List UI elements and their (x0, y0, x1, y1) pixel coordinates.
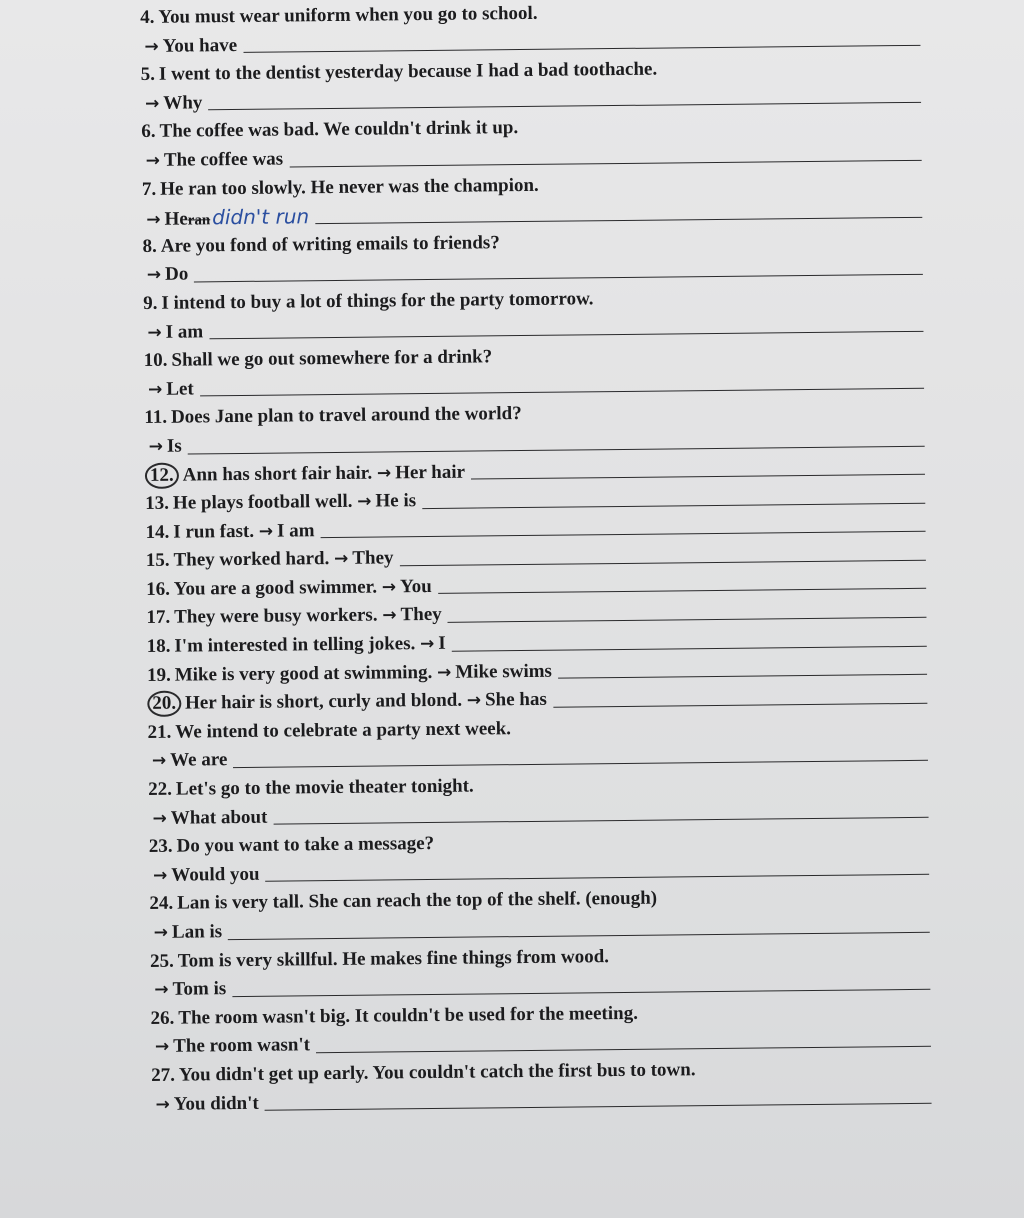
item-question: You must wear uniform when you go to school. (158, 2, 538, 28)
arrow-icon: → (333, 549, 349, 570)
answer-prompt: Her hair (395, 461, 466, 483)
exercise-sheet (140, 0, 932, 1119)
arrow-icon: → (258, 521, 274, 542)
item-number-circled: 12. (145, 462, 179, 488)
item-question: You are a good swimmer. (173, 576, 378, 600)
arrow-icon: → (144, 93, 160, 114)
answer-prompt: He is (375, 490, 417, 512)
item-number: 23. (148, 835, 173, 858)
answer-prompt: I am (165, 320, 204, 343)
arrow-icon: → (153, 922, 169, 943)
item-question: Do you want to take a message? (176, 833, 435, 857)
item-number: 6. (141, 121, 156, 143)
item-question: I intend to buy a lot of things for the party tomorrow. (161, 288, 594, 314)
item-number: 10. (143, 349, 168, 372)
item-question: Ann has short fair hair. (182, 462, 373, 486)
item-number: 14. (145, 521, 170, 543)
answer-prompt: Would you (171, 863, 260, 886)
answer-prompt: Let (166, 378, 194, 400)
answer-prompt: She has (484, 689, 547, 711)
answer-prompt: The coffee was (163, 148, 284, 171)
item-question: He ran too slowly. He never was the champion. (160, 174, 539, 200)
item-number: 15. (145, 550, 170, 572)
arrow-icon: → (154, 979, 169, 1001)
item-question: Are you fond of writing emails to friends? (160, 231, 500, 257)
item-question: They were busy workers. (174, 605, 378, 629)
answer-blank[interactable] (289, 145, 922, 167)
item-question: We intend to celebrate a party next week. (175, 717, 512, 743)
item-number: 7. (141, 178, 157, 200)
answer-blank[interactable] (243, 31, 920, 53)
answer-blank[interactable] (448, 603, 927, 623)
answer-blank[interactable] (273, 803, 928, 825)
arrow-icon: → (147, 322, 162, 343)
answer-prompt: You didn't (173, 1092, 259, 1115)
item-question: You didn't get up early. You couldn't catch the first bus to town. (178, 1059, 696, 1086)
answer-prompt: The room wasn't (173, 1034, 311, 1058)
answer-blank[interactable] (320, 517, 925, 538)
answer-prompt: We are (170, 749, 228, 772)
answer-blank[interactable] (208, 88, 921, 110)
item-question: He plays football well. (172, 490, 353, 514)
arrow-icon: → (419, 634, 435, 655)
answer-blank[interactable] (438, 574, 926, 594)
answer-blank[interactable] (399, 546, 925, 567)
answer-blank[interactable] (228, 917, 930, 939)
item-number: 22. (148, 778, 173, 800)
arrow-icon: → (144, 36, 159, 57)
arrow-icon: → (146, 265, 162, 286)
item-number: 11. (144, 407, 168, 429)
item-question: Let's go to the movie theater tonight. (175, 775, 474, 800)
item-number: 5. (140, 64, 156, 86)
answer-prompt: Lan is (171, 921, 223, 943)
arrow-icon: → (145, 150, 160, 171)
answer-blank[interactable] (209, 317, 923, 339)
arrow-icon: → (147, 379, 163, 400)
item-number: 19. (146, 664, 171, 686)
answer-prompt: Tom is (172, 978, 227, 1000)
answer-prompt: What about (170, 806, 268, 829)
handwritten-answer: didn't run (212, 204, 310, 230)
answer-blank[interactable] (422, 488, 925, 508)
crossed-out-word: ran (187, 212, 211, 229)
item-number: 25. (149, 950, 174, 972)
answer-blank[interactable] (471, 460, 925, 480)
item-question: I run fast. (173, 520, 255, 543)
item-number: 21. (147, 721, 172, 743)
item-number: 9. (143, 292, 158, 314)
item-number-circled: 20. (147, 691, 181, 717)
item-number: 24. (149, 893, 174, 915)
answer-blank[interactable] (265, 1089, 932, 1111)
answer-prompt: He (164, 208, 188, 230)
answer-prompt: Is (166, 435, 182, 457)
answer-blank[interactable] (194, 260, 923, 283)
answer-prompt: They (400, 604, 442, 626)
answer-prompt: Do (164, 263, 189, 286)
item-number: 4. (140, 6, 155, 28)
item-question: Lan is very tall. She can reach the top of the shelf. (enough) (177, 888, 658, 915)
arrow-icon: → (382, 605, 397, 626)
answer-blank[interactable] (188, 431, 925, 454)
item-question: The coffee was bad. We couldn't drink it up. (159, 117, 519, 143)
answer-prompt: I (438, 632, 446, 654)
item-number: 8. (142, 235, 157, 257)
arrow-icon: → (466, 690, 482, 711)
item-number: 26. (150, 1007, 175, 1029)
item-question: Does Jane plan to travel around the world? (170, 403, 522, 429)
answer-blank[interactable] (265, 860, 929, 882)
answer-prompt: You (399, 575, 432, 598)
answer-prompt: I am (276, 519, 315, 542)
item-number: 27. (151, 1064, 176, 1086)
arrow-icon: → (381, 577, 397, 598)
answer-blank[interactable] (558, 660, 927, 679)
item-question: Mike is very good at swimming. (174, 661, 433, 686)
arrow-icon: → (357, 491, 372, 512)
arrow-icon: → (376, 462, 392, 484)
item-question: They worked hard. (173, 548, 330, 571)
answer-prompt: Why (163, 92, 203, 114)
item-question: I went to the dentist yesterday because I had a bad toothache. (158, 58, 658, 85)
arrow-icon: → (151, 751, 167, 772)
answer-blank[interactable] (232, 975, 930, 997)
answer-blank[interactable] (233, 746, 928, 768)
item-number: 16. (146, 578, 170, 600)
item-number: 17. (146, 607, 171, 629)
answer-prompt: Mike swims (455, 660, 552, 683)
arrow-icon: → (152, 808, 167, 829)
item-question: Her hair is short, curly and blond. (184, 689, 463, 714)
answer-blank[interactable] (452, 631, 927, 651)
answer-blank[interactable] (200, 374, 924, 397)
arrow-icon: → (154, 1037, 170, 1058)
answer-prompt: You have (162, 34, 238, 57)
arrow-icon: → (148, 436, 163, 457)
arrow-icon: → (155, 1094, 170, 1115)
item-question: The room wasn't big. It couldn't be used for the meeting. (178, 1002, 639, 1029)
answer-prompt: They (352, 547, 394, 570)
item-question: Tom is very skillful. He makes fine things from wood. (177, 945, 610, 972)
answer-blank[interactable] (316, 1032, 931, 1053)
arrow-icon: → (436, 662, 452, 683)
item-number: 13. (145, 492, 170, 515)
item-question: I'm interested in telling jokes. (174, 633, 416, 657)
answer-blank[interactable] (315, 203, 922, 224)
item-number: 18. (146, 635, 171, 658)
arrow-icon: → (153, 865, 168, 886)
arrow-icon: → (146, 209, 161, 231)
answer-blank[interactable] (553, 689, 928, 708)
item-question: Shall we go out somewhere for a drink? (171, 346, 493, 371)
